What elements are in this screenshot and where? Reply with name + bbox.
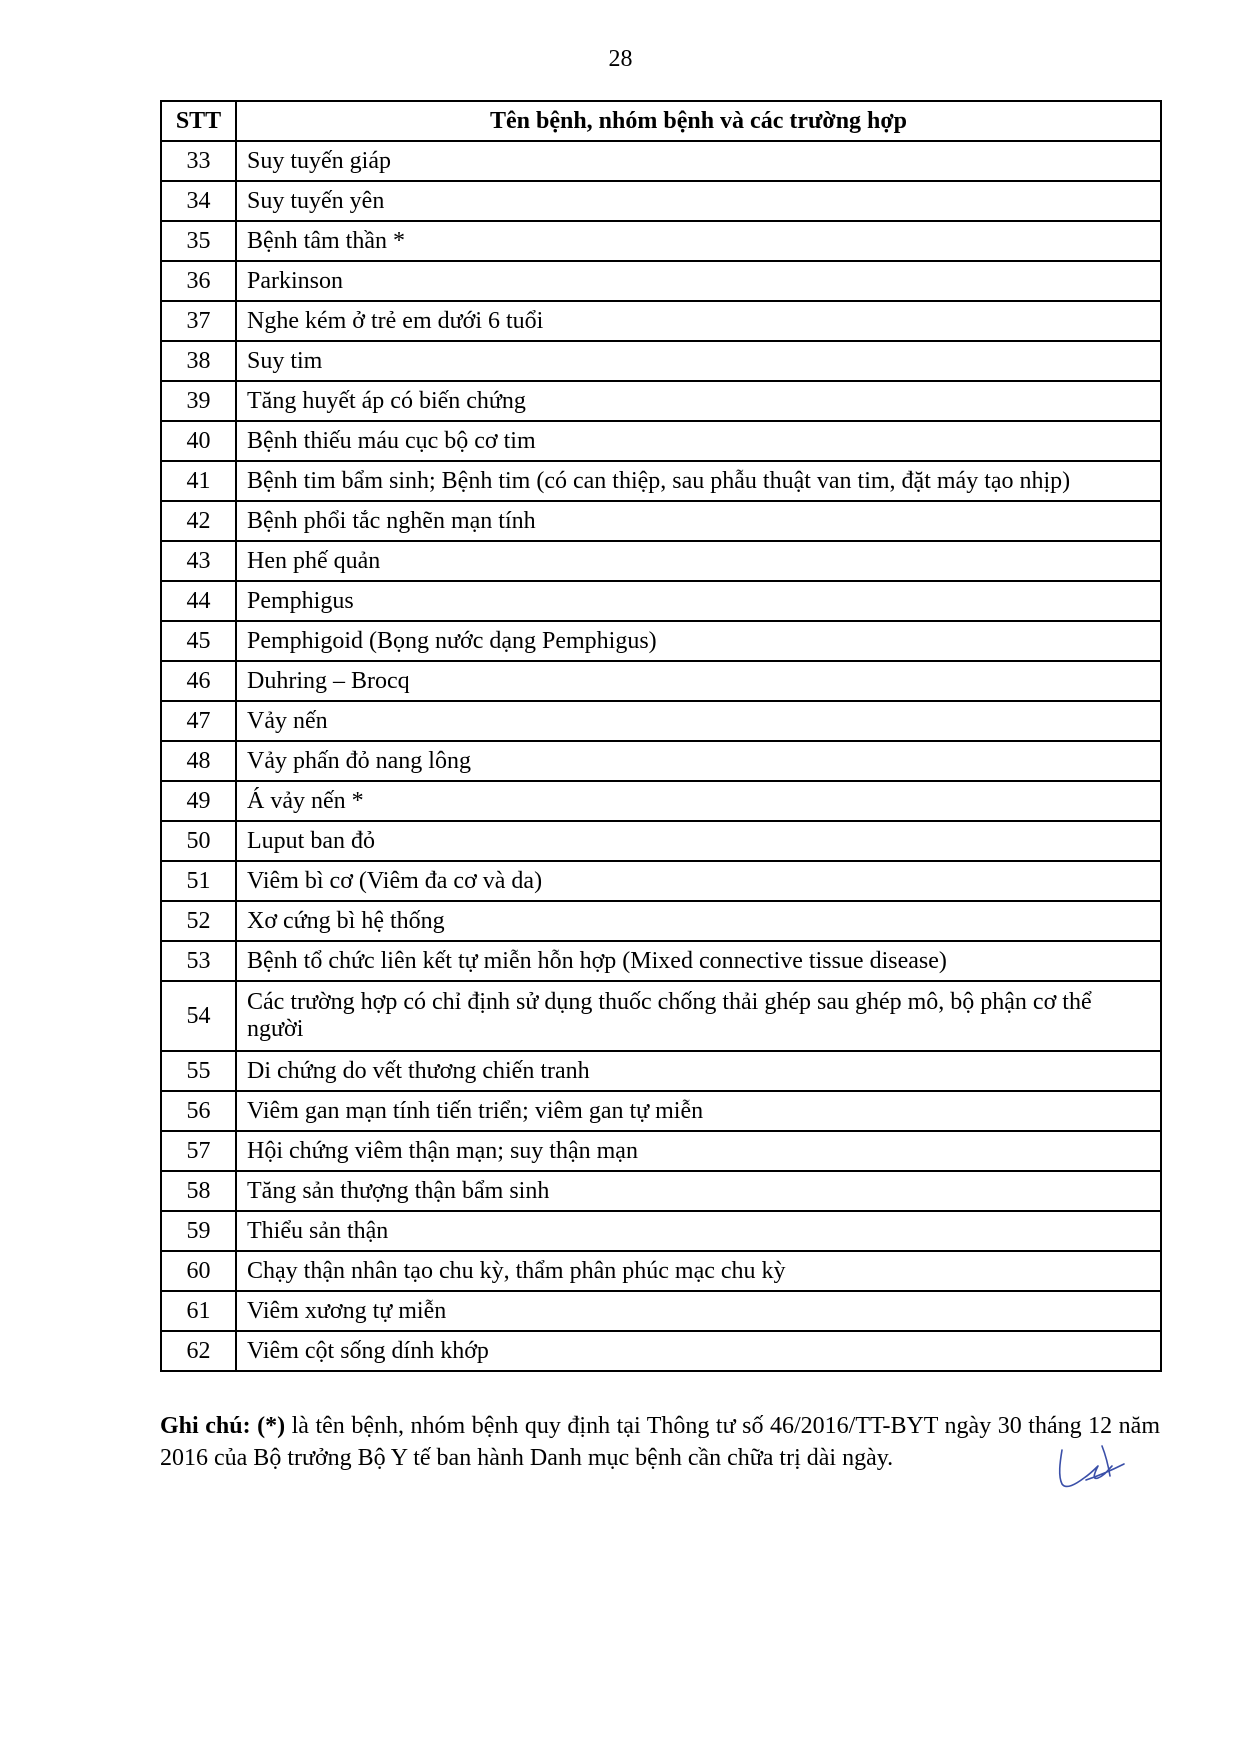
row-name: Bệnh thiếu máu cục bộ cơ tim <box>236 421 1161 461</box>
row-stt: 59 <box>161 1211 236 1251</box>
row-name: Pemphigoid (Bọng nước dạng Pemphigus) <box>236 621 1161 661</box>
table-row <box>161 1131 1161 1171</box>
row-name: Các trường hợp có chỉ định sử dụng thuốc chống thải ghép sau ghép mô, bộ phận cơ thể người <box>236 981 1161 1051</box>
row-name: Suy tuyến yên <box>236 181 1161 221</box>
row-stt: 33 <box>161 141 236 181</box>
row-name: Hội chứng viêm thận mạn; suy thận mạn <box>236 1131 1161 1171</box>
footnote-text: là tên bệnh, nhóm bệnh quy định tại Thông tư số 46/2016/TT-BYT ngày 30 tháng 12 năm 2016 của Bộ trưởng Bộ Y tế ban hành Danh mục bệnh cần chữa trị dài ngày. <box>160 1413 1160 1471</box>
row-name: Viêm xương tự miễn <box>236 1291 1161 1331</box>
row-name: Tăng huyết áp có biến chứng <box>236 381 1161 421</box>
row-name: Viêm bì cơ (Viêm đa cơ và da) <box>236 861 1161 901</box>
row-name: Parkinson <box>236 261 1161 301</box>
table-row <box>161 461 1161 501</box>
table-row <box>161 261 1161 301</box>
row-name: Chạy thận nhân tạo chu kỳ, thẩm phân phúc mạc chu kỳ <box>236 1251 1161 1291</box>
row-name: Bệnh tim bẩm sinh; Bệnh tim (có can thiệp, sau phẫu thuật van tim, đặt máy tạo nhịp) <box>236 461 1161 501</box>
row-stt: 42 <box>161 501 236 541</box>
table-row <box>161 1251 1161 1291</box>
handwritten-signature <box>1050 1440 1130 1496</box>
row-name: Vảy nến <box>236 701 1161 741</box>
row-name: Bệnh tâm thần * <box>236 221 1161 261</box>
table-row <box>161 941 1161 981</box>
table-row <box>161 221 1161 261</box>
table-row <box>161 301 1161 341</box>
row-name: Á vảy nến * <box>236 781 1161 821</box>
row-stt: 40 <box>161 421 236 461</box>
table-row <box>161 661 1161 701</box>
table-row <box>161 1091 1161 1131</box>
table-row <box>161 1051 1161 1091</box>
row-stt: 55 <box>161 1051 236 1091</box>
table-row <box>161 741 1161 781</box>
table-row <box>161 1171 1161 1211</box>
row-stt: 60 <box>161 1251 236 1291</box>
table-row <box>161 581 1161 621</box>
row-name: Suy tuyến giáp <box>236 141 1161 181</box>
row-name: Viêm cột sống dính khớp <box>236 1331 1161 1371</box>
row-name: Bệnh phổi tắc nghẽn mạn tính <box>236 501 1161 541</box>
row-name: Hen phế quản <box>236 541 1161 581</box>
table-body <box>161 141 1161 1371</box>
footnote <box>160 1410 1160 1474</box>
table-row <box>161 981 1161 1051</box>
row-stt: 41 <box>161 461 236 501</box>
row-name: Pemphigus <box>236 581 1161 621</box>
row-stt: 37 <box>161 301 236 341</box>
page-number: 28 <box>608 46 633 72</box>
table-row <box>161 621 1161 661</box>
table-row <box>161 861 1161 901</box>
row-stt: 34 <box>161 181 236 221</box>
row-stt: 47 <box>161 701 236 741</box>
column-header-stt: STT <box>161 101 236 141</box>
disease-table <box>160 100 1162 1372</box>
row-stt: 50 <box>161 821 236 861</box>
row-name: Luput ban đỏ <box>236 821 1161 861</box>
table-row <box>161 1291 1161 1331</box>
row-stt: 46 <box>161 661 236 701</box>
row-stt: 62 <box>161 1331 236 1371</box>
row-stt: 44 <box>161 581 236 621</box>
row-name: Vảy phấn đỏ nang lông <box>236 741 1161 781</box>
row-stt: 45 <box>161 621 236 661</box>
table-row <box>161 421 1161 461</box>
table-row <box>161 1211 1161 1251</box>
table-row <box>161 701 1161 741</box>
row-stt: 38 <box>161 341 236 381</box>
row-name: Thiểu sản thận <box>236 1211 1161 1251</box>
row-name: Bệnh tổ chức liên kết tự miễn hỗn hợp (Mixed connective tissue disease) <box>236 941 1161 981</box>
row-stt: 49 <box>161 781 236 821</box>
table-row <box>161 541 1161 581</box>
row-stt: 58 <box>161 1171 236 1211</box>
table-row <box>161 821 1161 861</box>
footnote-label: Ghi chú: (*) <box>160 1413 286 1439</box>
table-header-row <box>161 101 1161 141</box>
row-stt: 54 <box>161 981 236 1051</box>
row-name: Suy tim <box>236 341 1161 381</box>
table-row <box>161 141 1161 181</box>
row-stt: 39 <box>161 381 236 421</box>
row-stt: 43 <box>161 541 236 581</box>
row-stt: 35 <box>161 221 236 261</box>
row-stt: 52 <box>161 901 236 941</box>
column-header-name: Tên bệnh, nhóm bệnh và các trường hợp <box>236 101 1161 141</box>
table-row <box>161 501 1161 541</box>
row-stt: 56 <box>161 1091 236 1131</box>
row-stt: 36 <box>161 261 236 301</box>
row-name: Duhring – Brocq <box>236 661 1161 701</box>
table-row <box>161 901 1161 941</box>
table-row <box>161 1331 1161 1371</box>
row-stt: 48 <box>161 741 236 781</box>
table-row <box>161 781 1161 821</box>
row-name: Nghe kém ở trẻ em dưới 6 tuổi <box>236 301 1161 341</box>
table-row <box>161 381 1161 421</box>
row-name: Tăng sản thượng thận bẩm sinh <box>236 1171 1161 1211</box>
row-stt: 53 <box>161 941 236 981</box>
row-name: Viêm gan mạn tính tiến triển; viêm gan tự miễn <box>236 1091 1161 1131</box>
table-row <box>161 181 1161 221</box>
row-name: Di chứng do vết thương chiến tranh <box>236 1051 1161 1091</box>
row-stt: 61 <box>161 1291 236 1331</box>
table-row <box>161 341 1161 381</box>
signature-stroke <box>1060 1446 1124 1486</box>
row-stt: 51 <box>161 861 236 901</box>
row-name: Xơ cứng bì hệ thống <box>236 901 1161 941</box>
row-stt: 57 <box>161 1131 236 1171</box>
